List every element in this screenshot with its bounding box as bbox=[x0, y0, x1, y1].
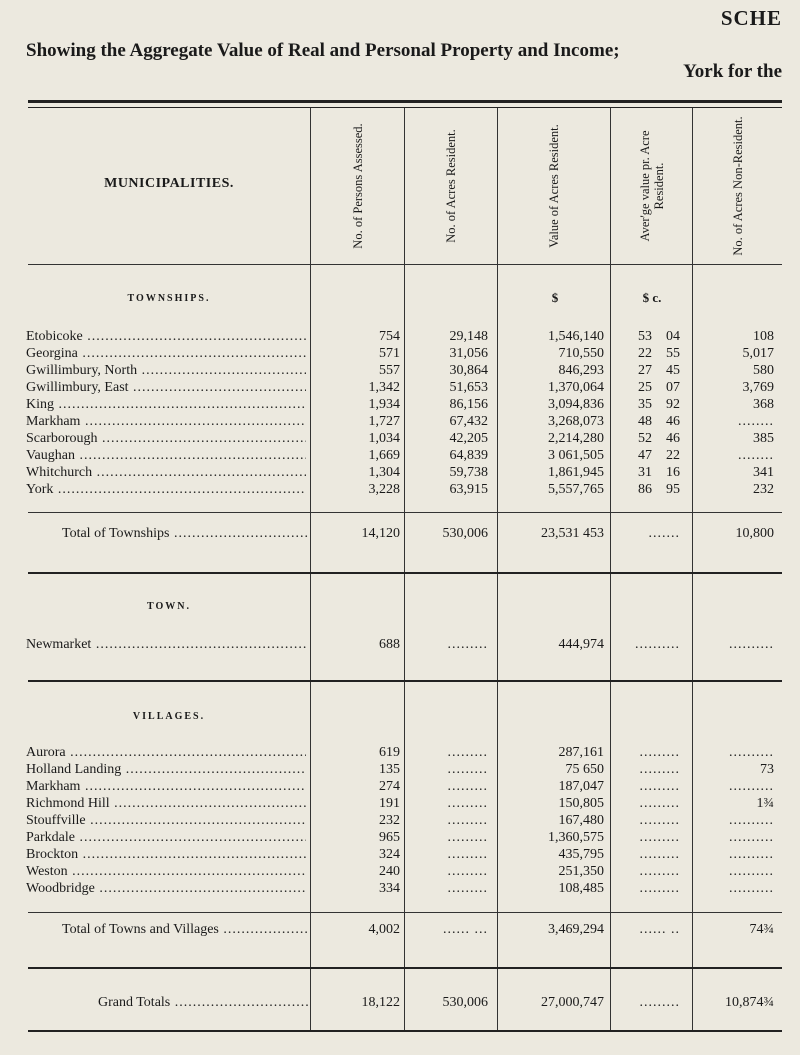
table-row: Brockton ..... 324 ......... 435,795 ......... .......... bbox=[0, 846, 800, 863]
table-row: Stouffville ..... 232 ......... 167,480 ......... .......... bbox=[0, 812, 800, 829]
townships-section-title: TOWNSHIPS. bbox=[127, 293, 211, 304]
avg-value-header: Aver'ge value pr. Acre Resident. bbox=[637, 130, 666, 241]
avg-unit: $ c. bbox=[642, 290, 662, 305]
top-rule bbox=[28, 100, 782, 103]
table-row: Gwillimbury, East ..... 1,342 51,653 1,370,064 25 07 3,769 bbox=[0, 379, 800, 396]
table-row: Vaughan ..... 1,669 64,839 3 061,505 47 22 ........ bbox=[0, 447, 800, 464]
value-acres-header: Value of Acres Resident. bbox=[547, 123, 561, 248]
schedule-title-fragment: SCHE bbox=[720, 6, 782, 30]
table-row: Weston ..... 240 ......... 251,350 ......... .......... bbox=[0, 863, 800, 880]
value-unit: $ bbox=[551, 290, 559, 305]
villages-section-title: VILLAGES. bbox=[132, 711, 206, 722]
town-section-title: TOWN. bbox=[147, 601, 191, 612]
table-row: Newmarket ..... 688 ......... 444,974 .......... .......... bbox=[0, 636, 800, 653]
municipalities-header: MUNICIPALITIES. bbox=[104, 176, 234, 191]
table-row: Etobicoke ..... 754 29,148 1,546,140 53 04 108 bbox=[0, 328, 800, 345]
table-row: Woodbridge ..... 334 ......... 108,485 ......... .......... bbox=[0, 880, 800, 897]
table-row: York ..... 3,228 63,915 5,557,765 86 95 232 bbox=[0, 481, 800, 498]
table-row: Parkdale ..... 965 ......... 1,360,575 ......... .......... bbox=[0, 829, 800, 846]
bottom-rule bbox=[28, 1030, 782, 1032]
table-row: Aurora ..... 619 ......... 287,161 ......... .......... bbox=[0, 744, 800, 761]
table-row: Markham ..... 274 ......... 187,047 ......... .......... bbox=[0, 778, 800, 795]
table-row: King ..... 1,934 86,156 3,094,836 35 92 368 bbox=[0, 396, 800, 413]
subtotal-rule bbox=[28, 912, 782, 913]
table-row: Gwillimbury, North ..... 557 30,864 846,293 27 45 580 bbox=[0, 362, 800, 379]
table-row: Markham ..... 1,727 67,432 3,268,073 48 46 ........ bbox=[0, 413, 800, 430]
grand-total-row: Grand Totals ..... 18,122 530,006 27,000,747 ......... 10,874¾ bbox=[0, 994, 800, 1011]
acres-nonresident-header: No. of Acres Non-Resident. bbox=[730, 115, 745, 256]
total-row: Total of Townships ..... 14,120 530,006 23,531 453 ....... 10,800 bbox=[0, 525, 800, 542]
table-heading bbox=[26, 40, 782, 82]
total-row: Total of Towns and Villages ..... 4,002 ...... ... 3,469,294 ...... .. 74¾ bbox=[0, 921, 800, 938]
acres-resident-header: No. of Acres Resident. bbox=[444, 128, 458, 243]
table-row: Scarborough ..... 1,034 42,205 2,214,280 52 46 385 bbox=[0, 430, 800, 447]
table-row: Whitchurch ..... 1,304 59,738 1,861,945 31 16 341 bbox=[0, 464, 800, 481]
table-row: Richmond Hill ..... 191 ......... 150,805 ......... 1¾ bbox=[0, 795, 800, 812]
table-row: Holland Landing ..... 135 ......... 75 650 ......... 73 bbox=[0, 761, 800, 778]
subtotal-rule bbox=[28, 512, 782, 513]
persons-header: No. of Persons Assessed. bbox=[350, 122, 365, 249]
heading-line-2: York for the bbox=[683, 61, 782, 82]
heading-line-1: Showing the Aggregate Value of Real and Personal Property and Income; bbox=[26, 40, 620, 61]
header-rule bbox=[28, 264, 782, 265]
section-rule bbox=[28, 572, 782, 574]
section-rule bbox=[28, 680, 782, 682]
section-rule bbox=[28, 967, 782, 969]
table-row: Georgina ..... 571 31,056 710,550 22 55 5,017 bbox=[0, 345, 800, 362]
